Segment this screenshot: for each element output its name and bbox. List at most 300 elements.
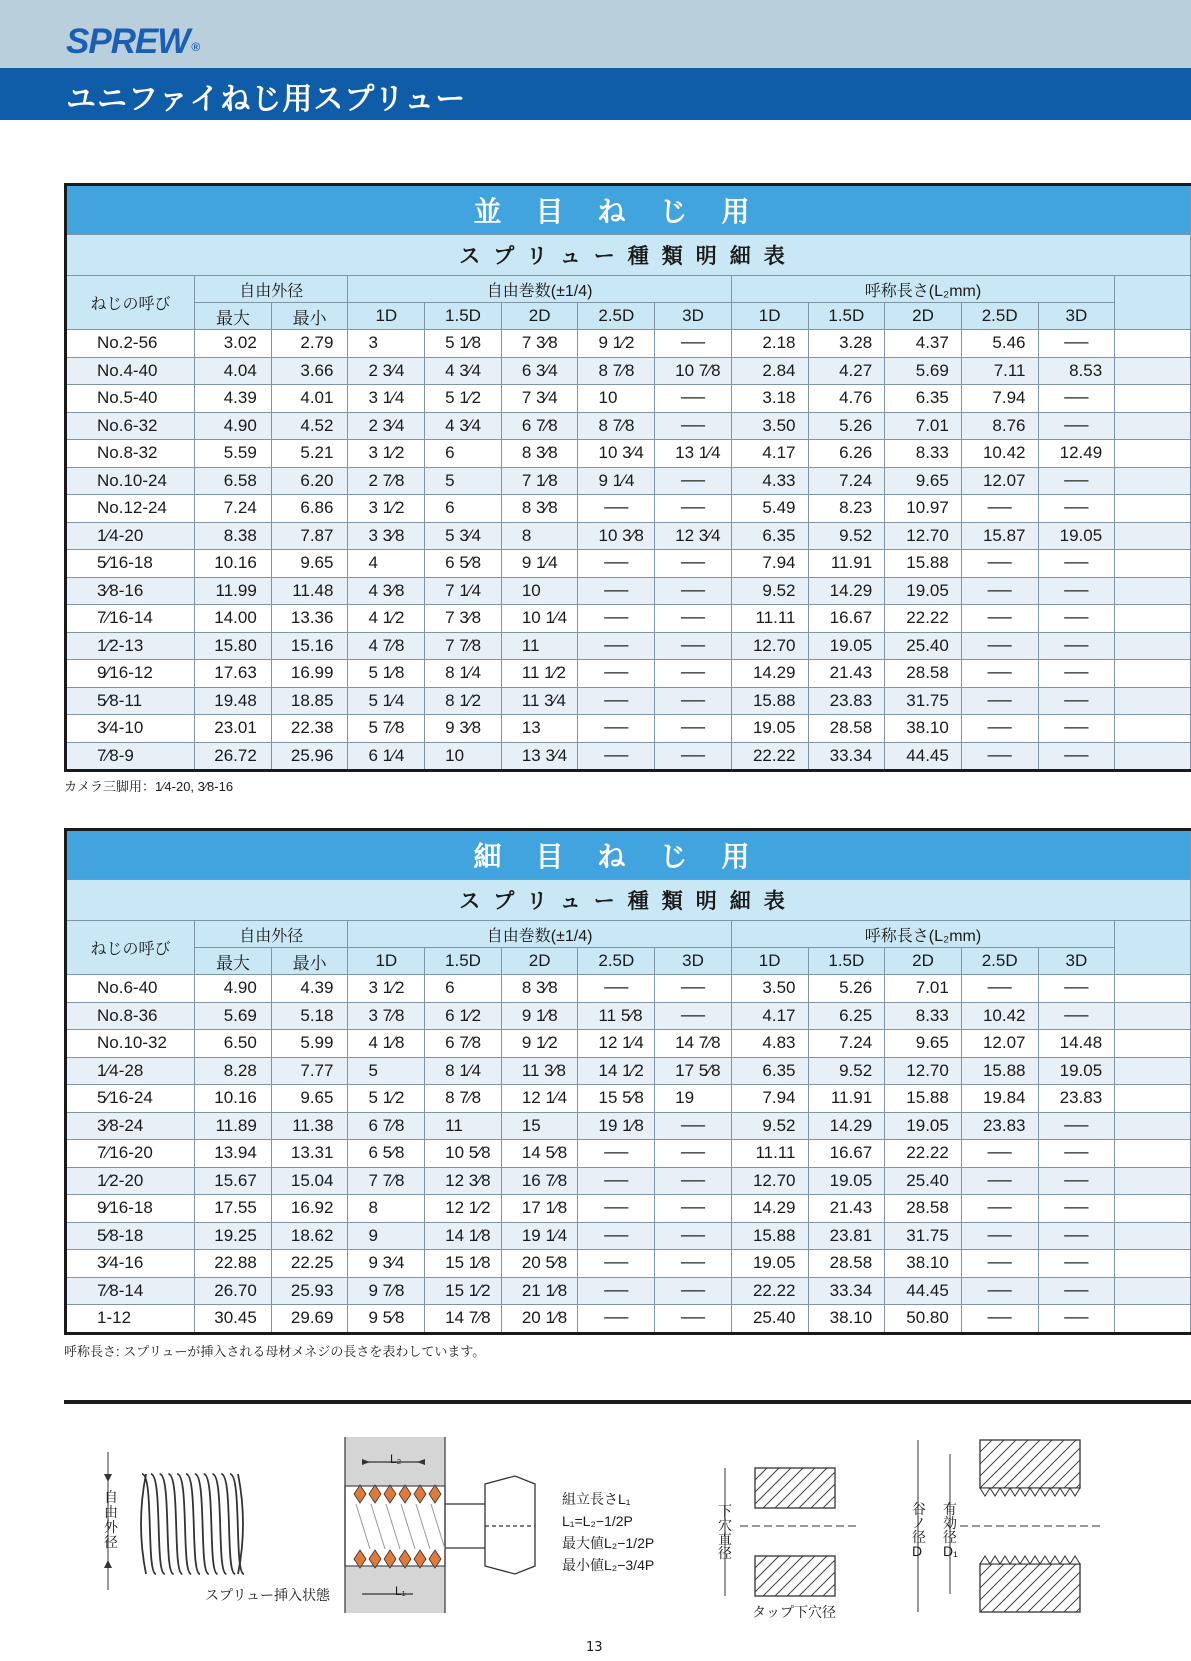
- value-cell: 25.93: [271, 1277, 348, 1305]
- value-cell: 4.17: [731, 1002, 808, 1030]
- value-cell: 22.25: [271, 1250, 348, 1278]
- table-row: [66, 440, 1191, 468]
- value-cell: 4: [348, 550, 425, 578]
- blank-cell: [1115, 1057, 1191, 1085]
- value-cell: 6.20: [271, 467, 348, 495]
- blank-cell: [1115, 550, 1191, 578]
- value-cell: ──: [578, 687, 655, 715]
- value-cell: 2 3⁄4: [348, 412, 425, 440]
- blank-cell: [1115, 522, 1191, 550]
- value-cell: ──: [578, 1277, 655, 1305]
- value-cell: 3.28: [808, 330, 885, 358]
- value-cell: ──: [655, 1277, 732, 1305]
- table-row: [66, 330, 1191, 358]
- value-cell: 22.22: [885, 605, 962, 633]
- value-cell: ──: [1038, 1195, 1115, 1223]
- table-row: [66, 412, 1191, 440]
- blank-cell: [1115, 385, 1191, 413]
- value-cell: 9 1⁄8: [501, 1002, 578, 1030]
- thread-size-cell: No.6-32: [66, 412, 195, 440]
- value-cell: 16.67: [808, 605, 885, 633]
- value-cell: 44.45: [885, 742, 962, 771]
- value-cell: ──: [1038, 605, 1115, 633]
- thread-size-cell: No.10-32: [66, 1030, 195, 1058]
- value-cell: 23.81: [808, 1222, 885, 1250]
- col-header-free-dia: 自由外径: [195, 276, 348, 303]
- value-cell: 21 1⁄8: [501, 1277, 578, 1305]
- value-cell: 6: [425, 440, 502, 468]
- blank-cell: [1115, 715, 1191, 743]
- value-cell: 12.49: [1038, 440, 1115, 468]
- value-cell: 28.58: [808, 1250, 885, 1278]
- value-cell: 11 5⁄8: [578, 1002, 655, 1030]
- value-cell: ──: [655, 550, 732, 578]
- l2-label: L₂: [390, 1452, 402, 1466]
- value-cell: 14.29: [808, 577, 885, 605]
- value-cell: 16.67: [808, 1140, 885, 1168]
- fine-note: 呼称長さ: スプリューが挿入される母材メネジの長さを表わしています。: [64, 1344, 486, 1359]
- col-header-nominal-length: 呼称長さ(L₂mm): [731, 276, 1114, 303]
- value-cell: 9 1⁄4: [578, 467, 655, 495]
- value-cell: 6 1⁄4: [348, 742, 425, 771]
- value-cell: ──: [961, 1167, 1038, 1195]
- value-cell: 14 1⁄8: [425, 1222, 502, 1250]
- value-cell: 2.84: [731, 357, 808, 385]
- value-cell: ──: [655, 1167, 732, 1195]
- blank-cell: [1115, 660, 1191, 688]
- value-cell: 9 1⁄2: [578, 330, 655, 358]
- thread-size-cell: No.8-36: [66, 1002, 195, 1030]
- value-cell: 12.70: [885, 522, 962, 550]
- value-cell: ──: [961, 1140, 1038, 1168]
- table-row: [66, 742, 1191, 771]
- value-cell: 14.29: [808, 1112, 885, 1140]
- value-cell: 6.50: [195, 1030, 272, 1058]
- value-cell: 9 7⁄8: [348, 1277, 425, 1305]
- value-cell: 15.04: [271, 1167, 348, 1195]
- value-cell: 11 3⁄4: [501, 687, 578, 715]
- value-cell: 38.10: [885, 1250, 962, 1278]
- blank-cell: [1115, 1112, 1191, 1140]
- value-cell: 9.65: [885, 467, 962, 495]
- value-cell: 20 5⁄8: [501, 1250, 578, 1278]
- page-title: ユニファイねじ用スプリュー: [66, 82, 467, 117]
- table-row: [66, 1112, 1191, 1140]
- value-cell: 23.83: [808, 687, 885, 715]
- table-row: [66, 577, 1191, 605]
- blank-cell: [1115, 1085, 1191, 1113]
- value-cell: 3: [348, 330, 425, 358]
- value-cell: 6 7⁄8: [425, 1030, 502, 1058]
- blank-cell: [1115, 1222, 1191, 1250]
- value-cell: ──: [655, 577, 732, 605]
- value-cell: 20 1⁄8: [501, 1305, 578, 1334]
- value-cell: 50.80: [885, 1305, 962, 1334]
- table-subtitle: スプリュー種類明細表: [66, 235, 1191, 276]
- col-header-3d: 3D: [1038, 303, 1115, 330]
- inserted-state-label: スプリュー挿入状態: [205, 1587, 331, 1603]
- value-cell: 19.84: [961, 1085, 1038, 1113]
- inserted-state-figure: [345, 1437, 535, 1613]
- value-cell: 5: [425, 467, 502, 495]
- value-cell: 6: [425, 495, 502, 523]
- value-cell: 2.18: [731, 330, 808, 358]
- value-cell: ──: [961, 577, 1038, 605]
- col-header-1-5d: 1.5D: [808, 948, 885, 975]
- value-cell: 11.48: [271, 577, 348, 605]
- value-cell: 3 1⁄2: [348, 975, 425, 1003]
- value-cell: 8 1⁄4: [425, 660, 502, 688]
- col-header-free-turns: 自由巻数(±1/4): [348, 276, 731, 303]
- value-cell: 4.27: [808, 357, 885, 385]
- value-cell: ──: [1038, 1140, 1115, 1168]
- value-cell: 16.92: [271, 1195, 348, 1223]
- value-cell: 9.65: [271, 1085, 348, 1113]
- value-cell: 14.48: [1038, 1030, 1115, 1058]
- value-cell: 5.46: [961, 330, 1038, 358]
- value-cell: 8 7⁄8: [425, 1085, 502, 1113]
- table-row: [66, 1140, 1191, 1168]
- table-row: [66, 1250, 1191, 1278]
- thread-size-cell: 5⁄8-18: [66, 1222, 195, 1250]
- blank-cell: [1115, 742, 1191, 771]
- value-cell: 6.35: [731, 1057, 808, 1085]
- col-header-min: 最小: [271, 948, 348, 975]
- value-cell: ──: [578, 1250, 655, 1278]
- thread-size-cell: 7⁄16-20: [66, 1140, 195, 1168]
- value-cell: 2 3⁄4: [348, 357, 425, 385]
- value-cell: ──: [655, 495, 732, 523]
- table-row: [66, 1030, 1191, 1058]
- thread-size-cell: 7⁄8-14: [66, 1277, 195, 1305]
- value-cell: 18.85: [271, 687, 348, 715]
- value-cell: ──: [655, 1002, 732, 1030]
- value-cell: 3 7⁄8: [348, 1002, 425, 1030]
- value-cell: 12 3⁄4: [655, 522, 732, 550]
- value-cell: 21.43: [808, 660, 885, 688]
- value-cell: 7.01: [885, 975, 962, 1003]
- blank-cell: [1115, 412, 1191, 440]
- value-cell: ──: [578, 715, 655, 743]
- value-cell: 7 3⁄8: [501, 330, 578, 358]
- value-cell: 12.07: [961, 467, 1038, 495]
- col-header-nominal-length: 呼称長さ(L₂mm): [731, 921, 1114, 948]
- blank-cell: [1115, 1167, 1191, 1195]
- value-cell: 7.94: [731, 550, 808, 578]
- value-cell: 5.69: [195, 1002, 272, 1030]
- value-cell: 6.58: [195, 467, 272, 495]
- value-cell: 6 5⁄8: [348, 1140, 425, 1168]
- table-row: [66, 1195, 1191, 1223]
- value-cell: 28.58: [808, 715, 885, 743]
- value-cell: 12 1⁄2: [425, 1195, 502, 1223]
- blank-cell: [1115, 1140, 1191, 1168]
- value-cell: 15.88: [731, 1222, 808, 1250]
- value-cell: 11.91: [808, 1085, 885, 1113]
- value-cell: ──: [1038, 1250, 1115, 1278]
- value-cell: ──: [1038, 467, 1115, 495]
- value-cell: 5.26: [808, 412, 885, 440]
- value-cell: 15.88: [885, 1085, 962, 1113]
- value-cell: 30.45: [195, 1305, 272, 1334]
- value-cell: 7 3⁄8: [425, 605, 502, 633]
- value-cell: 5.49: [731, 495, 808, 523]
- thread-size-cell: 5⁄16-18: [66, 550, 195, 578]
- thread-size-cell: 5⁄16-24: [66, 1085, 195, 1113]
- value-cell: 14 7⁄8: [425, 1305, 502, 1334]
- col-header-name: ねじの呼び: [66, 276, 195, 330]
- value-cell: 10: [501, 577, 578, 605]
- value-cell: 19.05: [731, 1250, 808, 1278]
- free-od-label: 自由外径: [104, 1489, 118, 1550]
- value-cell: 4.37: [885, 330, 962, 358]
- value-cell: 31.75: [885, 687, 962, 715]
- value-cell: 16 7⁄8: [501, 1167, 578, 1195]
- value-cell: 25.40: [885, 1167, 962, 1195]
- value-cell: 5.69: [885, 357, 962, 385]
- value-cell: 25.40: [885, 632, 962, 660]
- value-cell: 15.88: [731, 687, 808, 715]
- value-cell: ──: [655, 1112, 732, 1140]
- value-cell: 6: [425, 975, 502, 1003]
- value-cell: 2.79: [271, 330, 348, 358]
- value-cell: 15.88: [961, 1057, 1038, 1085]
- col-header-3d: 3D: [655, 303, 732, 330]
- table-subtitle: スプリュー種類明細表: [66, 880, 1191, 921]
- value-cell: 15.16: [271, 632, 348, 660]
- value-cell: 4.39: [271, 975, 348, 1003]
- value-cell: ──: [655, 1305, 732, 1334]
- thread-size-cell: 9⁄16-12: [66, 660, 195, 688]
- value-cell: 19.05: [885, 577, 962, 605]
- value-cell: 10 1⁄4: [501, 605, 578, 633]
- value-cell: ──: [1038, 742, 1115, 771]
- value-cell: 21.43: [808, 1195, 885, 1223]
- thread-size-cell: 3⁄8-24: [66, 1112, 195, 1140]
- value-cell: 3.02: [195, 330, 272, 358]
- value-cell: 14.29: [731, 660, 808, 688]
- value-cell: 9.52: [808, 1057, 885, 1085]
- blank-cell: [1115, 467, 1191, 495]
- table-body: [66, 330, 1191, 771]
- value-cell: 22.38: [271, 715, 348, 743]
- thread-size-cell: No.6-40: [66, 975, 195, 1003]
- value-cell: 44.45: [885, 1277, 962, 1305]
- fine-thread-table: [64, 828, 1191, 1335]
- value-cell: 3 1⁄4: [348, 385, 425, 413]
- table-row: [66, 1305, 1191, 1334]
- value-cell: ──: [655, 632, 732, 660]
- value-cell: 8.76: [961, 412, 1038, 440]
- value-cell: ──: [1038, 330, 1115, 358]
- value-cell: 5.18: [271, 1002, 348, 1030]
- value-cell: ──: [655, 687, 732, 715]
- value-cell: 31.75: [885, 1222, 962, 1250]
- value-cell: 7.11: [961, 357, 1038, 385]
- value-cell: ──: [961, 975, 1038, 1003]
- value-cell: 10.16: [195, 1085, 272, 1113]
- table-row: [66, 715, 1191, 743]
- thread-size-cell: 1⁄4-20: [66, 522, 195, 550]
- value-cell: ──: [961, 550, 1038, 578]
- thread-size-cell: 3⁄4-16: [66, 1250, 195, 1278]
- value-cell: 7.24: [195, 495, 272, 523]
- value-cell: ──: [961, 495, 1038, 523]
- value-cell: 9.52: [731, 577, 808, 605]
- table-row: [66, 1167, 1191, 1195]
- assembly-formula: [562, 1488, 654, 1576]
- value-cell: 19: [655, 1085, 732, 1113]
- value-cell: ──: [655, 1195, 732, 1223]
- value-cell: 22.22: [731, 1277, 808, 1305]
- value-cell: 14.29: [731, 1195, 808, 1223]
- value-cell: 3 1⁄2: [348, 440, 425, 468]
- value-cell: 17 1⁄8: [501, 1195, 578, 1223]
- col-header-2-5d: 2.5D: [578, 303, 655, 330]
- blank-cell: [1115, 1030, 1191, 1058]
- coarse-thread-table: [64, 183, 1191, 772]
- value-cell: 6.26: [808, 440, 885, 468]
- table-row: [66, 605, 1191, 633]
- registered-mark: ®: [191, 40, 200, 54]
- value-cell: 4.90: [195, 975, 272, 1003]
- value-cell: ──: [655, 660, 732, 688]
- thread-size-cell: No.12-24: [66, 495, 195, 523]
- value-cell: ──: [655, 1222, 732, 1250]
- table-row: [66, 1085, 1191, 1113]
- value-cell: 8.28: [195, 1057, 272, 1085]
- value-cell: 7.94: [961, 385, 1038, 413]
- value-cell: ──: [961, 1195, 1038, 1223]
- thread-size-cell: No.8-32: [66, 440, 195, 468]
- value-cell: 26.72: [195, 742, 272, 771]
- value-cell: ──: [655, 385, 732, 413]
- col-header-2d: 2D: [501, 303, 578, 330]
- value-cell: 3 1⁄2: [348, 495, 425, 523]
- col-header-2d: 2D: [885, 948, 962, 975]
- value-cell: 14 5⁄8: [501, 1140, 578, 1168]
- value-cell: 9 3⁄4: [348, 1250, 425, 1278]
- value-cell: 19.05: [808, 632, 885, 660]
- table-row: [66, 495, 1191, 523]
- thread-size-cell: 9⁄16-18: [66, 1195, 195, 1223]
- value-cell: 4.83: [731, 1030, 808, 1058]
- value-cell: 7 3⁄4: [501, 385, 578, 413]
- value-cell: 25.96: [271, 742, 348, 771]
- value-cell: 19 1⁄4: [501, 1222, 578, 1250]
- root-dia-label: 谷ノ径D: [912, 1501, 926, 1559]
- value-cell: 10.16: [195, 550, 272, 578]
- logo-text: SPREW: [66, 22, 190, 61]
- value-cell: 3.50: [731, 412, 808, 440]
- value-cell: 15: [501, 1112, 578, 1140]
- value-cell: ──: [1038, 385, 1115, 413]
- value-cell: 23.83: [961, 1112, 1038, 1140]
- value-cell: 8.38: [195, 522, 272, 550]
- value-cell: 6.25: [808, 1002, 885, 1030]
- value-cell: 8 3⁄8: [501, 440, 578, 468]
- value-cell: ──: [961, 742, 1038, 771]
- blank-cell: [1115, 632, 1191, 660]
- value-cell: 4.01: [271, 385, 348, 413]
- value-cell: 6 1⁄2: [425, 1002, 502, 1030]
- value-cell: 10: [425, 742, 502, 771]
- value-cell: ──: [1038, 715, 1115, 743]
- value-cell: 5 1⁄4: [348, 687, 425, 715]
- blank-cell: [1115, 1002, 1191, 1030]
- value-cell: 7.87: [271, 522, 348, 550]
- value-cell: ──: [1038, 660, 1115, 688]
- col-header-min: 最小: [271, 303, 348, 330]
- value-cell: 17 5⁄8: [655, 1057, 732, 1085]
- value-cell: 23.83: [1038, 1085, 1115, 1113]
- value-cell: 8 7⁄8: [578, 412, 655, 440]
- value-cell: 10 3⁄8: [578, 522, 655, 550]
- value-cell: ──: [578, 742, 655, 771]
- value-cell: ──: [1038, 975, 1115, 1003]
- blank-cell: [1115, 276, 1191, 330]
- value-cell: 23.01: [195, 715, 272, 743]
- thread-size-cell: 1⁄2-13: [66, 632, 195, 660]
- value-cell: ──: [655, 412, 732, 440]
- value-cell: 10: [578, 385, 655, 413]
- value-cell: 3.18: [731, 385, 808, 413]
- value-cell: 11 1⁄2: [501, 660, 578, 688]
- value-cell: 19.48: [195, 687, 272, 715]
- col-header-1d: 1D: [348, 948, 425, 975]
- pitch-dia-label: 有効径D₁: [943, 1501, 958, 1559]
- value-cell: 4.76: [808, 385, 885, 413]
- col-header-max: 最大: [195, 303, 272, 330]
- value-cell: ──: [1038, 1112, 1115, 1140]
- value-cell: ──: [961, 605, 1038, 633]
- value-cell: 10.42: [961, 1002, 1038, 1030]
- value-cell: 13 1⁄4: [655, 440, 732, 468]
- value-cell: ──: [1038, 1002, 1115, 1030]
- value-cell: 12 1⁄4: [578, 1030, 655, 1058]
- blank-cell: [1115, 975, 1191, 1003]
- value-cell: 13.36: [271, 605, 348, 633]
- value-cell: ──: [961, 1250, 1038, 1278]
- page-number: 13: [586, 1640, 603, 1655]
- value-cell: ──: [1038, 550, 1115, 578]
- value-cell: 7 1⁄4: [425, 577, 502, 605]
- value-cell: 4 3⁄8: [348, 577, 425, 605]
- l1-label: L₁: [395, 1584, 406, 1598]
- value-cell: 6.86: [271, 495, 348, 523]
- col-header-2d: 2D: [885, 303, 962, 330]
- value-cell: 28.58: [885, 1195, 962, 1223]
- value-cell: 26.70: [195, 1277, 272, 1305]
- value-cell: 7.24: [808, 467, 885, 495]
- value-cell: ──: [578, 632, 655, 660]
- value-cell: 5 1⁄8: [348, 660, 425, 688]
- thread-size-cell: 1⁄2-20: [66, 1167, 195, 1195]
- value-cell: ──: [1038, 1167, 1115, 1195]
- value-cell: 25.40: [731, 1305, 808, 1334]
- col-header-1d: 1D: [731, 948, 808, 975]
- formula-line-1: L₁=L₂−1/2P: [562, 1513, 633, 1529]
- blank-cell: [1115, 921, 1191, 975]
- value-cell: 5 7⁄8: [348, 715, 425, 743]
- value-cell: 5.26: [808, 975, 885, 1003]
- value-cell: 6 5⁄8: [425, 550, 502, 578]
- value-cell: 12.70: [731, 1167, 808, 1195]
- value-cell: 11.11: [731, 1140, 808, 1168]
- col-header-2d: 2D: [501, 948, 578, 975]
- value-cell: 19.05: [808, 1167, 885, 1195]
- value-cell: 29.69: [271, 1305, 348, 1334]
